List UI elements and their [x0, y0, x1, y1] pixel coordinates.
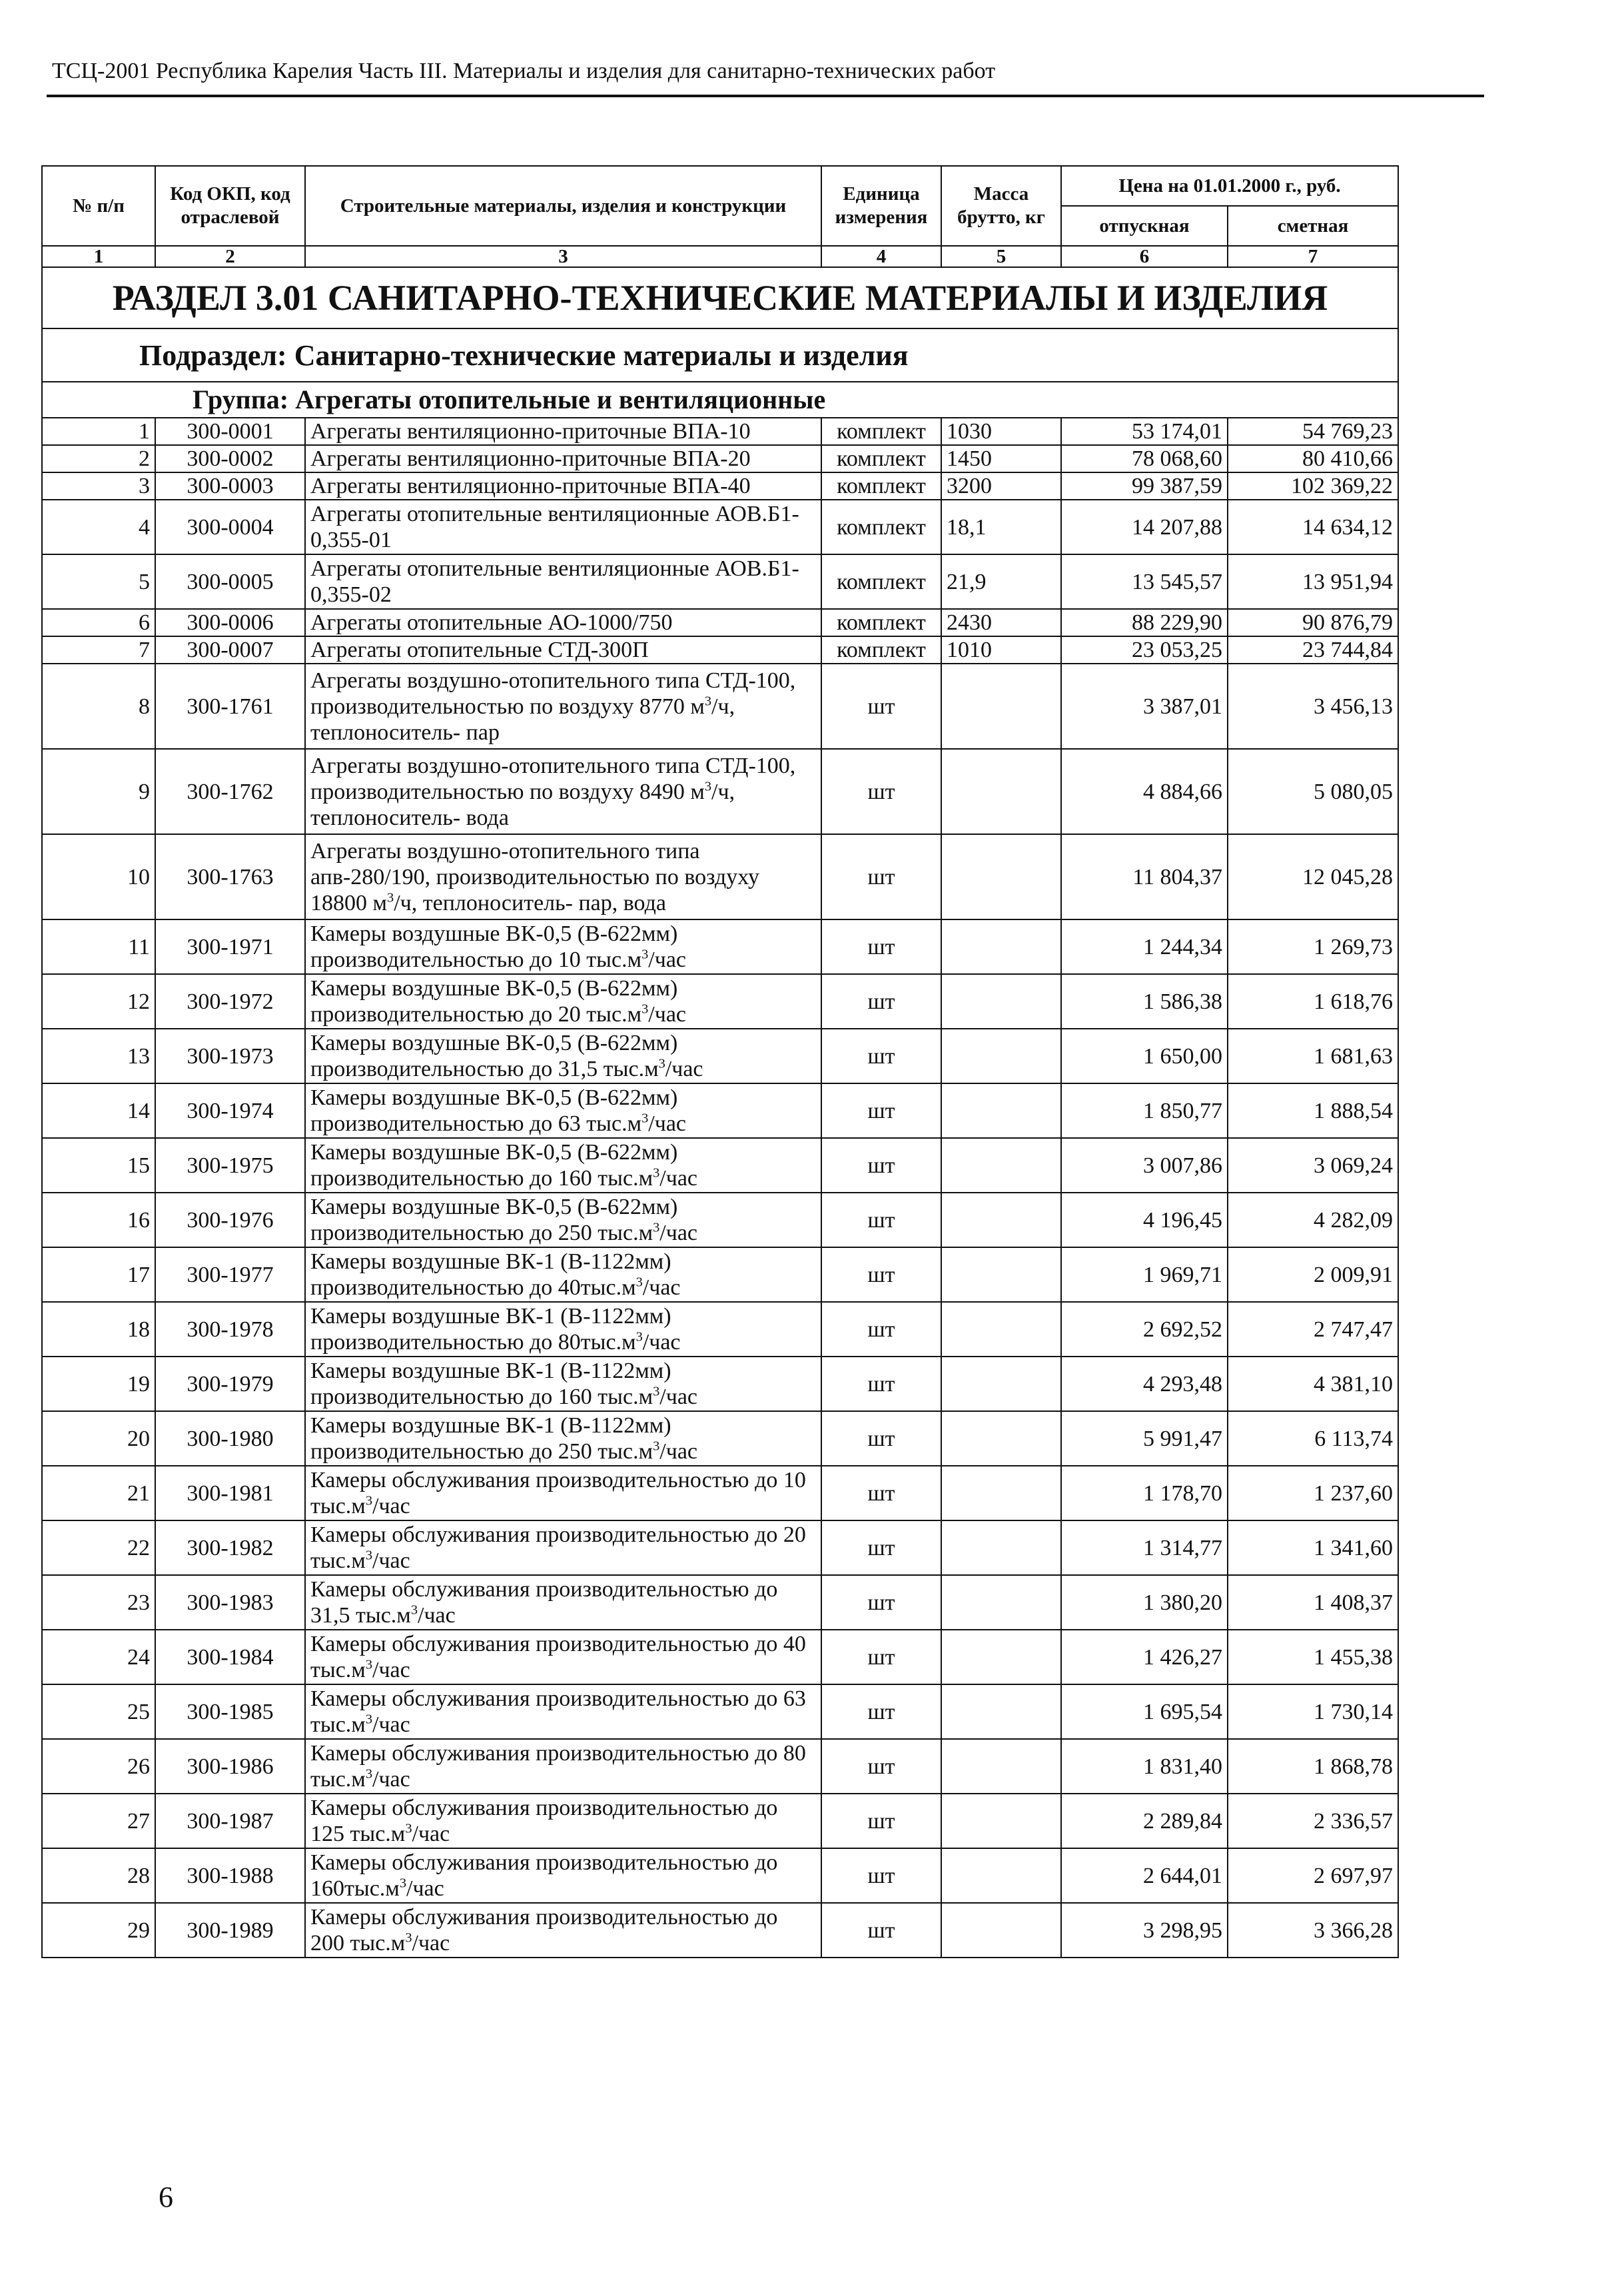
row-number: 4: [42, 500, 155, 554]
row-code: 300-1979: [155, 1357, 305, 1411]
row-code: 300-1985: [155, 1684, 305, 1739]
row-code: 300-1974: [155, 1083, 305, 1138]
table-row: [42, 418, 1398, 445]
table-row: [42, 1684, 1398, 1739]
row-name: Камеры обслуживания производительностью до 80 $тыс.м^3$/час: [305, 1739, 821, 1794]
row-number: 17: [42, 1247, 155, 1302]
section-heading: РАЗДЕЛ 3.01 САНИТАРНО-ТЕХНИЧЕСКИЕ МАТЕРИАЛЫ И ИЗДЕЛИЯ: [42, 267, 1398, 328]
row-unit: шт: [821, 1138, 941, 1193]
row-name: Агрегаты отопительные вентиляционные АОВ.Б1-0,355-01: [305, 500, 821, 554]
row-mass: [941, 1357, 1061, 1411]
row-price-estimate: 3 456,13: [1228, 664, 1398, 749]
row-price-estimate: 54 769,23: [1228, 418, 1398, 445]
row-number: 22: [42, 1520, 155, 1575]
row-number: 19: [42, 1357, 155, 1411]
row-unit: шт: [821, 919, 941, 974]
row-mass: [941, 1466, 1061, 1520]
row-number: 18: [42, 1302, 155, 1357]
row-price-estimate: 2 336,57: [1228, 1794, 1398, 1848]
row-price-estimate: 2 009,91: [1228, 1247, 1398, 1302]
row-price-release: 11 804,37: [1061, 834, 1228, 919]
table-row: [42, 554, 1398, 609]
row-unit: шт: [821, 1903, 941, 1958]
header-rule: [47, 95, 1484, 97]
table-row: [42, 749, 1398, 834]
row-number: 11: [42, 919, 155, 974]
group-heading: Группа: Агрегаты отопительные и вентиляционные: [42, 382, 1398, 418]
table-row: [42, 1302, 1398, 1357]
row-number: 26: [42, 1739, 155, 1794]
row-name: Камеры обслуживания производительностью до 125 $тыс.м^3$/час: [305, 1794, 821, 1848]
row-unit: шт: [821, 1302, 941, 1357]
row-price-release: 2 289,84: [1061, 1794, 1228, 1848]
row-unit: шт: [821, 1739, 941, 1794]
row-name: Камеры обслуживания производительностью до 20 $тыс.м^3$/час: [305, 1520, 821, 1575]
row-name: Камеры воздушные ВК-1 (В-1122мм) производительностью до 250 $тыс.м^3$/час: [305, 1411, 821, 1466]
header-unit: Единица измерения: [821, 166, 941, 246]
running-title: ТСЦ-2001 Республика Карелия Часть III. Материалы и изделия для санитарно-технических работ: [52, 59, 996, 83]
table-row: [42, 500, 1398, 554]
row-price-release: 1 244,34: [1061, 919, 1228, 974]
row-unit: шт: [821, 1520, 941, 1575]
row-code: 300-0007: [155, 636, 305, 664]
row-number: 28: [42, 1848, 155, 1903]
row-price-estimate: 6 113,74: [1228, 1411, 1398, 1466]
page-number: 6: [159, 2181, 173, 2213]
row-code: 300-1971: [155, 919, 305, 974]
row-number: 7: [42, 636, 155, 664]
row-name: Камеры воздушные ВК-0,5 (В-622мм) производительностью до 250 $тыс.м^3$/час: [305, 1193, 821, 1247]
row-name: Агрегаты отопительные СТД-300П: [305, 636, 821, 664]
row-mass: 1010: [941, 636, 1061, 664]
row-price-estimate: 3 366,28: [1228, 1903, 1398, 1958]
table-row: [42, 1630, 1398, 1684]
row-number: 3: [42, 472, 155, 500]
row-price-release: 2 692,52: [1061, 1302, 1228, 1357]
row-code: 300-1976: [155, 1193, 305, 1247]
column-number-row: [42, 246, 1398, 267]
header-mass: Масса брутто, кг: [941, 166, 1061, 246]
row-name: Камеры обслуживания производительностью до 63 $тыс.м^3$/час: [305, 1684, 821, 1739]
row-mass: [941, 1630, 1061, 1684]
row-price-estimate: 4 381,10: [1228, 1357, 1398, 1411]
row-price-release: 4 293,48: [1061, 1357, 1228, 1411]
row-name: Агрегаты воздушно-отопительного типа СТД-100, производительностью по воздуху 8490 $м^3/ч$, теплоноситель- вода: [305, 749, 821, 834]
row-mass: 3200: [941, 472, 1061, 500]
row-price-estimate: 5 080,05: [1228, 749, 1398, 834]
column-number: 5: [941, 246, 1061, 267]
table-row: [42, 609, 1398, 636]
row-code: 300-1980: [155, 1411, 305, 1466]
row-price-release: 3 298,95: [1061, 1903, 1228, 1958]
row-mass: [941, 1193, 1061, 1247]
table-row: [42, 1466, 1398, 1520]
table-row: [42, 1739, 1398, 1794]
row-price-estimate: 13 951,94: [1228, 554, 1398, 609]
row-name: Камеры обслуживания производительностью до 10 $тыс.м^3$/час: [305, 1466, 821, 1520]
row-unit: шт: [821, 1684, 941, 1739]
row-mass: [941, 1903, 1061, 1958]
row-code: 300-1987: [155, 1794, 305, 1848]
row-unit: шт: [821, 749, 941, 834]
row-name: Камеры воздушные ВК-0,5 (В-622мм) производительностью до 31,5 $тыс.м^3$/час: [305, 1029, 821, 1083]
table-row: [42, 1411, 1398, 1466]
row-name: Агрегаты вентиляционно-приточные ВПА-20: [305, 445, 821, 472]
group-row: [42, 382, 1398, 418]
table-row: [42, 1193, 1398, 1247]
row-price-estimate: 14 634,12: [1228, 500, 1398, 554]
row-number: 12: [42, 974, 155, 1029]
row-mass: [941, 1684, 1061, 1739]
row-name: Агрегаты вентиляционно-приточные ВПА-40: [305, 472, 821, 500]
row-code: 300-1978: [155, 1302, 305, 1357]
column-number: 2: [155, 246, 305, 267]
column-number: 6: [1061, 246, 1228, 267]
row-name: Камеры обслуживания производительностью до 40 $тыс.м^3$/час: [305, 1630, 821, 1684]
row-price-estimate: 90 876,79: [1228, 609, 1398, 636]
row-unit: шт: [821, 974, 941, 1029]
row-mass: [941, 919, 1061, 974]
row-mass: 2430: [941, 609, 1061, 636]
row-number: 29: [42, 1903, 155, 1958]
row-code: 300-0002: [155, 445, 305, 472]
row-price-estimate: 3 069,24: [1228, 1138, 1398, 1193]
row-code: 300-0004: [155, 500, 305, 554]
row-code: 300-1988: [155, 1848, 305, 1903]
row-unit: шт: [821, 1466, 941, 1520]
row-price-estimate: 4 282,09: [1228, 1193, 1398, 1247]
row-price-estimate: 1 237,60: [1228, 1466, 1398, 1520]
row-price-estimate: 1 868,78: [1228, 1739, 1398, 1794]
header-price-group: Цена на 01.01.2000 г., руб.: [1061, 166, 1398, 206]
row-price-estimate: 80 410,66: [1228, 445, 1398, 472]
row-mass: [941, 1794, 1061, 1848]
subsection-row: [42, 328, 1398, 382]
header-num: № п/п: [42, 166, 155, 246]
row-number: 16: [42, 1193, 155, 1247]
row-code: 300-0005: [155, 554, 305, 609]
price-table: [41, 165, 1399, 1958]
row-name: Камеры воздушные ВК-0,5 (В-622мм) производительностью до 10 $тыс.м^3$/час: [305, 919, 821, 974]
row-unit: комплект: [821, 636, 941, 664]
row-number: 13: [42, 1029, 155, 1083]
row-name: Агрегаты воздушно-отопительного типа СТД-100, производительностью по воздуху 8770 $м^3/ч$, теплоноситель- пар: [305, 664, 821, 749]
row-price-estimate: 102 369,22: [1228, 472, 1398, 500]
row-unit: комплект: [821, 418, 941, 445]
row-name: Агрегаты воздушно-отопительного типа апв-280/190, производительностью по воздуху 18800 $м^3/ч$, теплоноситель- пар, вода: [305, 834, 821, 919]
table-row: [42, 1138, 1398, 1193]
row-number: 24: [42, 1630, 155, 1684]
row-unit: шт: [821, 1848, 941, 1903]
column-number: 1: [42, 246, 155, 267]
row-number: 1: [42, 418, 155, 445]
row-number: 2: [42, 445, 155, 472]
header-name: Строительные материалы, изделия и конструкции: [305, 166, 821, 246]
table-row: [42, 1083, 1398, 1138]
row-name: Камеры обслуживания производительностью до 200 $тыс.м^3$/час: [305, 1903, 821, 1958]
row-code: 300-1986: [155, 1739, 305, 1794]
row-unit: шт: [821, 1083, 941, 1138]
row-code: 300-0006: [155, 609, 305, 636]
table-header-row: [42, 166, 1398, 206]
row-name: Агрегаты отопительные АО-1000/750: [305, 609, 821, 636]
row-mass: [941, 1138, 1061, 1193]
row-mass: 1450: [941, 445, 1061, 472]
row-price-release: 1 178,70: [1061, 1466, 1228, 1520]
row-price-estimate: 2 697,97: [1228, 1848, 1398, 1903]
table-row: [42, 1520, 1398, 1575]
row-code: 300-1977: [155, 1247, 305, 1302]
row-price-release: 2 644,01: [1061, 1848, 1228, 1903]
row-number: 6: [42, 609, 155, 636]
row-mass: 21,9: [941, 554, 1061, 609]
row-unit: шт: [821, 1575, 941, 1630]
table-row: [42, 1794, 1398, 1848]
row-number: 9: [42, 749, 155, 834]
row-price-estimate: 1 618,76: [1228, 974, 1398, 1029]
row-price-release: 3 007,86: [1061, 1138, 1228, 1193]
row-mass: [941, 1739, 1061, 1794]
row-unit: шт: [821, 1193, 941, 1247]
row-price-release: 88 229,90: [1061, 609, 1228, 636]
row-price-release: 78 068,60: [1061, 445, 1228, 472]
row-price-release: 5 991,47: [1061, 1411, 1228, 1466]
table-row: [42, 834, 1398, 919]
table-row: [42, 1029, 1398, 1083]
row-mass: [941, 1411, 1061, 1466]
header-code: Код ОКП, код отраслевой: [155, 166, 305, 246]
row-price-estimate: 1 681,63: [1228, 1029, 1398, 1083]
row-mass: [941, 1083, 1061, 1138]
row-mass: [941, 1247, 1061, 1302]
table-row: [42, 1575, 1398, 1630]
table-row: [42, 1848, 1398, 1903]
row-code: 300-1983: [155, 1575, 305, 1630]
row-price-release: 3 387,01: [1061, 664, 1228, 749]
column-number: 4: [821, 246, 941, 267]
row-price-release: 1 650,00: [1061, 1029, 1228, 1083]
row-price-estimate: 1 269,73: [1228, 919, 1398, 974]
row-price-release: 23 053,25: [1061, 636, 1228, 664]
row-name: Камеры воздушные ВК-0,5 (В-622мм) производительностью до 20 $тыс.м^3$/час: [305, 974, 821, 1029]
row-price-estimate: 1 888,54: [1228, 1083, 1398, 1138]
row-name: Камеры воздушные ВК-1 (В-1122мм) производительностью до $80тыс.м^3$/час: [305, 1302, 821, 1357]
row-mass: [941, 664, 1061, 749]
row-code: 300-1761: [155, 664, 305, 749]
row-unit: шт: [821, 1357, 941, 1411]
row-number: 5: [42, 554, 155, 609]
row-name: Камеры воздушные ВК-1 (В-1122мм) производительностью до $40тыс.м^3$/час: [305, 1247, 821, 1302]
table-row: [42, 664, 1398, 749]
row-code: 300-1989: [155, 1903, 305, 1958]
row-price-release: 1 380,20: [1061, 1575, 1228, 1630]
row-code: 300-1982: [155, 1520, 305, 1575]
row-price-release: 14 207,88: [1061, 500, 1228, 554]
row-number: 25: [42, 1684, 155, 1739]
row-price-estimate: 1 408,37: [1228, 1575, 1398, 1630]
row-price-release: 1 695,54: [1061, 1684, 1228, 1739]
row-code: 300-0003: [155, 472, 305, 500]
row-unit: шт: [821, 664, 941, 749]
row-code: 300-1762: [155, 749, 305, 834]
header-price-release: отпускная: [1061, 206, 1228, 246]
row-unit: шт: [821, 1630, 941, 1684]
row-mass: [941, 1520, 1061, 1575]
table-row: [42, 1247, 1398, 1302]
row-price-release: 4 196,45: [1061, 1193, 1228, 1247]
subsection-heading: Подраздел: Санитарно-технические материалы и изделия: [42, 328, 1398, 382]
row-number: 15: [42, 1138, 155, 1193]
row-code: 300-1981: [155, 1466, 305, 1520]
row-code: 300-1763: [155, 834, 305, 919]
table-row: [42, 636, 1398, 664]
column-number: 7: [1228, 246, 1398, 267]
table-row: [42, 1903, 1398, 1958]
row-price-release: 53 174,01: [1061, 418, 1228, 445]
row-name: Камеры воздушные ВК-0,5 (В-622мм) производительностью до 160 $тыс.м^3$/час: [305, 1138, 821, 1193]
row-unit: комплект: [821, 554, 941, 609]
row-name: Камеры обслуживания производительностью до 31,5 $тыс.м^3$/час: [305, 1575, 821, 1630]
row-number: 14: [42, 1083, 155, 1138]
table-row: [42, 1357, 1398, 1411]
row-mass: [941, 974, 1061, 1029]
row-number: 20: [42, 1411, 155, 1466]
row-unit: шт: [821, 1411, 941, 1466]
row-unit: комплект: [821, 445, 941, 472]
row-price-estimate: 1 341,60: [1228, 1520, 1398, 1575]
row-name: Агрегаты вентиляционно-приточные ВПА-10: [305, 418, 821, 445]
row-price-release: 1 586,38: [1061, 974, 1228, 1029]
row-name: Камеры обслуживания производительностью до $160тыс.м^3$/час: [305, 1848, 821, 1903]
row-mass: 18,1: [941, 500, 1061, 554]
row-number: 21: [42, 1466, 155, 1520]
row-price-estimate: 1 455,38: [1228, 1630, 1398, 1684]
row-price-estimate: 1 730,14: [1228, 1684, 1398, 1739]
row-code: 300-1984: [155, 1630, 305, 1684]
row-mass: [941, 1029, 1061, 1083]
row-price-release: 1 426,27: [1061, 1630, 1228, 1684]
section-row: [42, 267, 1398, 328]
header-price-estimate: сметная: [1228, 206, 1398, 246]
table-row: [42, 974, 1398, 1029]
row-code: 300-1973: [155, 1029, 305, 1083]
row-price-estimate: 2 747,47: [1228, 1302, 1398, 1357]
row-unit: шт: [821, 1247, 941, 1302]
row-number: 23: [42, 1575, 155, 1630]
table-row: [42, 472, 1398, 500]
table-row: [42, 445, 1398, 472]
row-unit: комплект: [821, 472, 941, 500]
row-mass: [941, 1848, 1061, 1903]
row-mass: [941, 1575, 1061, 1630]
row-price-release: 1 850,77: [1061, 1083, 1228, 1138]
row-unit: шт: [821, 1794, 941, 1848]
row-price-release: 13 545,57: [1061, 554, 1228, 609]
row-number: 8: [42, 664, 155, 749]
row-code: 300-1975: [155, 1138, 305, 1193]
row-mass: [941, 749, 1061, 834]
row-price-estimate: 12 045,28: [1228, 834, 1398, 919]
row-price-release: 99 387,59: [1061, 472, 1228, 500]
row-name: Камеры воздушные ВК-0,5 (В-622мм) производительностью до 63 $тыс.м^3$/час: [305, 1083, 821, 1138]
row-price-release: 4 884,66: [1061, 749, 1228, 834]
row-unit: шт: [821, 1029, 941, 1083]
row-price-release: 1 831,40: [1061, 1739, 1228, 1794]
row-unit: комплект: [821, 609, 941, 636]
row-mass: [941, 834, 1061, 919]
row-code: 300-1972: [155, 974, 305, 1029]
row-unit: комплект: [821, 500, 941, 554]
row-price-release: 1 314,77: [1061, 1520, 1228, 1575]
row-code: 300-0001: [155, 418, 305, 445]
row-unit: шт: [821, 834, 941, 919]
row-mass: [941, 1302, 1061, 1357]
column-number: 3: [305, 246, 821, 267]
row-name: Камеры воздушные ВК-1 (В-1122мм) производительностью до 160 $тыс.м^3$/час: [305, 1357, 821, 1411]
row-price-estimate: 23 744,84: [1228, 636, 1398, 664]
row-number: 10: [42, 834, 155, 919]
row-mass: 1030: [941, 418, 1061, 445]
row-number: 27: [42, 1794, 155, 1848]
table-row: [42, 919, 1398, 974]
row-name: Агрегаты отопительные вентиляционные АОВ.Б1-0,355-02: [305, 554, 821, 609]
row-price-release: 1 969,71: [1061, 1247, 1228, 1302]
